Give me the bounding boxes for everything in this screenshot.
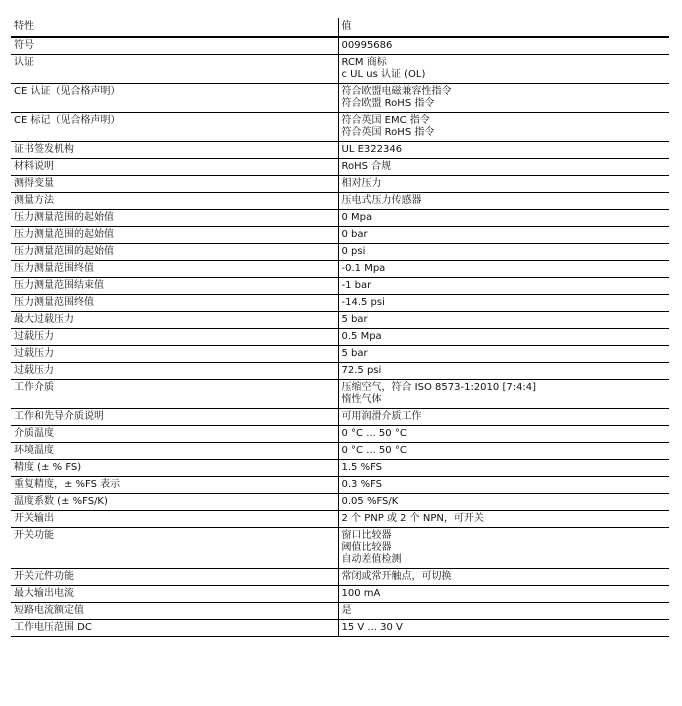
property-value — [338, 227, 669, 244]
property-name: CE 认证（见合格声明） — [11, 84, 338, 113]
property-name: 重复精度，± %FS 表示 — [11, 477, 338, 494]
table-row — [11, 477, 669, 494]
value-line: 5 bar — [341, 348, 368, 359]
property-name: 压力测量范围的起始值 — [11, 227, 338, 244]
value-line: 常闭或常开触点，可切换 — [341, 571, 452, 582]
property-name: 开关功能 — [11, 528, 338, 569]
table-row — [11, 363, 669, 380]
table-row — [11, 494, 669, 511]
property-value — [338, 37, 669, 55]
property-name: 最大过载压力 — [11, 312, 338, 329]
property-name: CE 标记（见合格声明） — [11, 113, 338, 142]
property-name: 开关输出 — [11, 511, 338, 528]
value-line: RoHS 合规 — [341, 161, 392, 172]
property-name: 精度 (± % FS) — [11, 460, 338, 477]
table-row — [11, 227, 669, 244]
value-line: 5 bar — [341, 314, 368, 325]
property-name: 过载压力 — [11, 363, 338, 380]
value-line: 15 V ... 30 V — [341, 622, 403, 633]
value-line: 0 bar — [341, 229, 368, 240]
value-line: 0.05 %FS/K — [341, 496, 399, 507]
value-line: c UL us 认证 (OL) — [341, 69, 426, 80]
table-row — [11, 176, 669, 193]
property-name: 短路电流额定值 — [11, 603, 338, 620]
value-line: -1 bar — [341, 280, 372, 291]
property-value — [338, 443, 669, 460]
property-value — [338, 511, 669, 528]
property-name: 压力测量范围终值 — [11, 261, 338, 278]
table-row — [11, 278, 669, 295]
property-name: 环境温度 — [11, 443, 338, 460]
property-value — [338, 620, 669, 637]
table-row — [11, 142, 669, 159]
value-line: 0.5 Mpa — [341, 331, 382, 342]
property-value — [338, 460, 669, 477]
value-line: 自动差值检测 — [341, 554, 402, 565]
table-row — [11, 380, 669, 409]
value-line: 相对压力 — [341, 178, 382, 189]
table-row — [11, 528, 669, 569]
property-value — [338, 159, 669, 176]
table-row — [11, 460, 669, 477]
table-row — [11, 569, 669, 586]
property-value — [338, 329, 669, 346]
value-line: 符合英国 EMC 指令 — [341, 115, 430, 126]
property-value — [338, 210, 669, 227]
property-value — [338, 142, 669, 159]
property-name: 压力测量范围的起始值 — [11, 244, 338, 261]
property-value — [338, 244, 669, 261]
property-value — [338, 84, 669, 113]
table-row — [11, 193, 669, 210]
table-row — [11, 37, 669, 55]
property-name: 压力测量范围终值 — [11, 295, 338, 312]
property-value — [338, 113, 669, 142]
value-line: 符合欧盟 RoHS 指令 — [341, 98, 435, 109]
table-row — [11, 346, 669, 363]
property-value — [338, 346, 669, 363]
table-row — [11, 113, 669, 142]
value-line: 0 Mpa — [341, 212, 373, 223]
value-line: 惰性气体 — [341, 394, 382, 405]
property-name: 介质温度 — [11, 426, 338, 443]
table-header-row — [11, 18, 669, 37]
property-name: 温度系数 (± %FS/K) — [11, 494, 338, 511]
property-name: 工作电压范围 DC — [11, 620, 338, 637]
property-name: 开关元件功能 — [11, 569, 338, 586]
value-line: 压缩空气，符合 ISO 8573-1:2010 [7:4:4] — [341, 382, 537, 393]
table-row — [11, 329, 669, 346]
table-row — [11, 210, 669, 227]
value-line: -14.5 psi — [341, 297, 385, 308]
table-row — [11, 312, 669, 329]
property-value — [338, 569, 669, 586]
property-value — [338, 55, 669, 84]
table-row — [11, 55, 669, 84]
value-line: 窗口比较器 — [341, 530, 392, 541]
value-line: 00995686 — [341, 40, 393, 51]
table-row — [11, 426, 669, 443]
value-line: 2 个 PNP 或 2 个 NPN，可开关 — [341, 513, 484, 524]
property-value — [338, 278, 669, 295]
property-name: 材料说明 — [11, 159, 338, 176]
property-name: 压力测量范围结束值 — [11, 278, 338, 295]
property-value — [338, 363, 669, 380]
property-value — [338, 528, 669, 569]
property-value — [338, 295, 669, 312]
table-row — [11, 244, 669, 261]
value-line: 可用润滑介质工作 — [341, 411, 422, 422]
value-line: 1.5 %FS — [341, 462, 383, 473]
value-line: 100 mA — [341, 588, 381, 599]
value-line: 符合英国 RoHS 指令 — [341, 127, 435, 138]
property-value — [338, 603, 669, 620]
value-line: 符合欧盟电磁兼容性指令 — [341, 86, 452, 97]
value-line: 0.3 %FS — [341, 479, 383, 490]
table-row — [11, 295, 669, 312]
header-property: 特性 — [11, 18, 338, 37]
property-name: 过载压力 — [11, 329, 338, 346]
value-line: 压电式压力传感器 — [341, 195, 422, 206]
property-value — [338, 261, 669, 278]
property-name: 压力测量范围的起始值 — [11, 210, 338, 227]
header-value: 值 — [341, 21, 352, 32]
property-name: 认证 — [11, 55, 338, 84]
property-name: 测量方法 — [11, 193, 338, 210]
property-name: 最大输出电流 — [11, 586, 338, 603]
spec-table — [11, 18, 669, 637]
table-row — [11, 511, 669, 528]
property-name: 符号 — [11, 37, 338, 55]
property-value — [338, 586, 669, 603]
table-row — [11, 620, 669, 637]
table-row — [11, 443, 669, 460]
table-row — [11, 409, 669, 426]
value-line: -0.1 Mpa — [341, 263, 386, 274]
value-line: 是 — [341, 605, 352, 616]
property-value — [338, 193, 669, 210]
table-row — [11, 261, 669, 278]
property-name: 工作和先导介质说明 — [11, 409, 338, 426]
table-row — [11, 603, 669, 620]
property-value — [338, 477, 669, 494]
property-value — [338, 426, 669, 443]
table-row — [11, 159, 669, 176]
table-row — [11, 84, 669, 113]
property-value — [338, 494, 669, 511]
property-value — [338, 176, 669, 193]
value-line: 0 psi — [341, 246, 366, 257]
table-row — [11, 586, 669, 603]
value-line: 0 °C ... 50 °C — [341, 428, 407, 439]
value-line: RCM 商标 — [341, 57, 387, 68]
property-name: 过载压力 — [11, 346, 338, 363]
property-value — [338, 380, 669, 409]
value-line: 0 °C ... 50 °C — [341, 445, 407, 456]
value-line: 72.5 psi — [341, 365, 382, 376]
spec-document — [11, 18, 669, 637]
property-name: 证书签发机构 — [11, 142, 338, 159]
value-line: 阈值比较器 — [341, 542, 392, 553]
property-name: 测得变量 — [11, 176, 338, 193]
property-value — [338, 409, 669, 426]
property-name: 工作介质 — [11, 380, 338, 409]
table-body — [11, 37, 669, 637]
property-value — [338, 312, 669, 329]
value-line: UL E322346 — [341, 144, 403, 155]
